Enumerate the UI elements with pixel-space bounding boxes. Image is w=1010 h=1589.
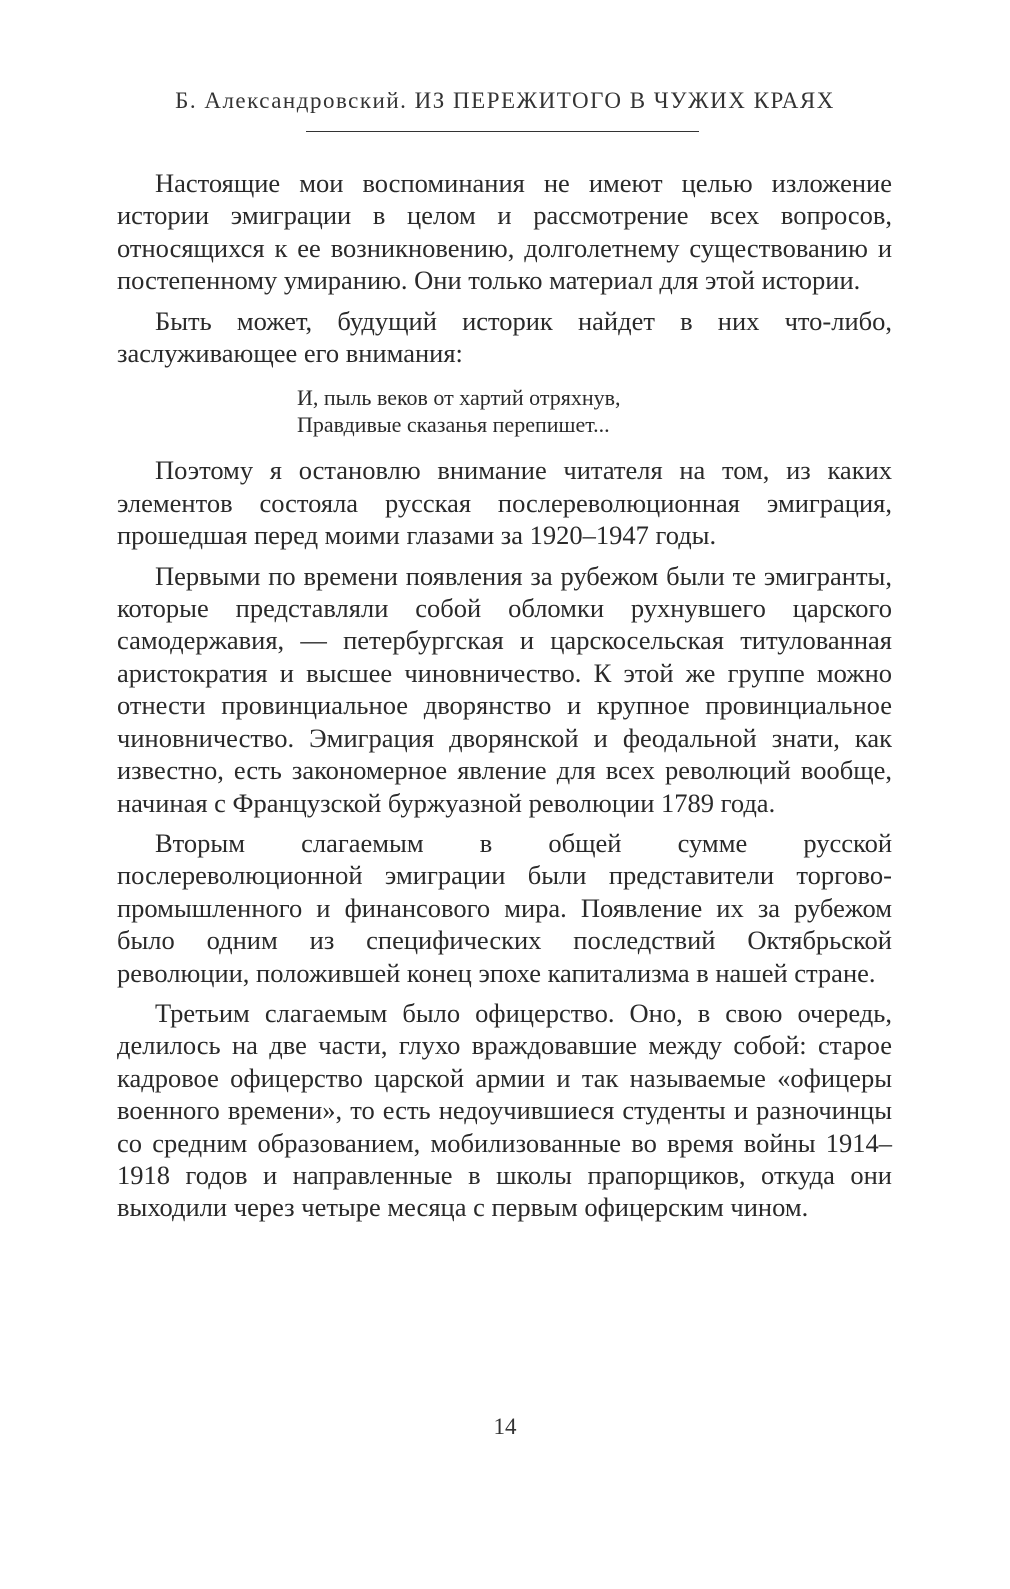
header-rule [306, 131, 699, 132]
paragraph: Вторым слагаемым в общей сумме русской послереволюционной эмиграции были представители торгово-промышленного и финансового мира. Появление их за рубежом было одним из специфических последствий Октябрьской революции, положившей конец эпохе капитализма в нашей стране. [117, 827, 892, 988]
running-head: Б. Александровский. ИЗ ПЕРЕЖИТОГО В ЧУЖИХ КРАЯХ [175, 88, 835, 113]
page-number: 14 [493, 1414, 517, 1439]
paragraph: Быть может, будущий историк найдет в них что-либо, заслуживающее его внимания: [117, 305, 892, 369]
poem-quote [297, 384, 892, 438]
paragraph: Первыми по времени появления за рубежом были те эмигранты, которые представляли собой обломки рухнувшего царского самодержавия, — петербургская и царскосельская титулованная аристократия и высшее чиновничество. К этой же группе можно отнести провинциальное дворянство и крупное провинциальное чиновничество. Эмиграция дворянской и феодальной знати, как известно, есть закономерное явление для всех революций вообще, начиная с Французской буржуазной революции 1789 года. [117, 560, 892, 818]
paragraph: Поэтому я остановлю внимание читателя на том, из каких элементов состояла русская послереволюционная эмиграция, прошедшая перед моими глазами за 1920–1947 годы. [117, 455, 892, 551]
paragraph: Настоящие мои воспоминания не имеют целью изложение истории эмиграции в целом и рассмотрение всех вопросов, относящихся к ее возникновению, долголетнему существованию и постепенному умиранию. Они только материал для этой истории. [117, 168, 892, 296]
paragraph: Третьим слагаемым было офицерство. Оно, в свою очередь, делилось на две части, глухо враждовавшие между собой: старое кадровое офицерство царской армии и так называемые «офицеры военного времени», то есть недоучившиеся студенты и разночинцы со средним образованием, мобилизованные во время войны 1914–1918 годов и направленные в школы прапорщиков, откуда они выходили через четыре месяца с первым офицерским чином. [117, 997, 892, 1223]
body-text [117, 167, 892, 1224]
poem-line: Правдивые сказанья перепишет... [297, 412, 610, 438]
poem-line: И, пыль веков от хартий отряхнув, [297, 385, 621, 411]
